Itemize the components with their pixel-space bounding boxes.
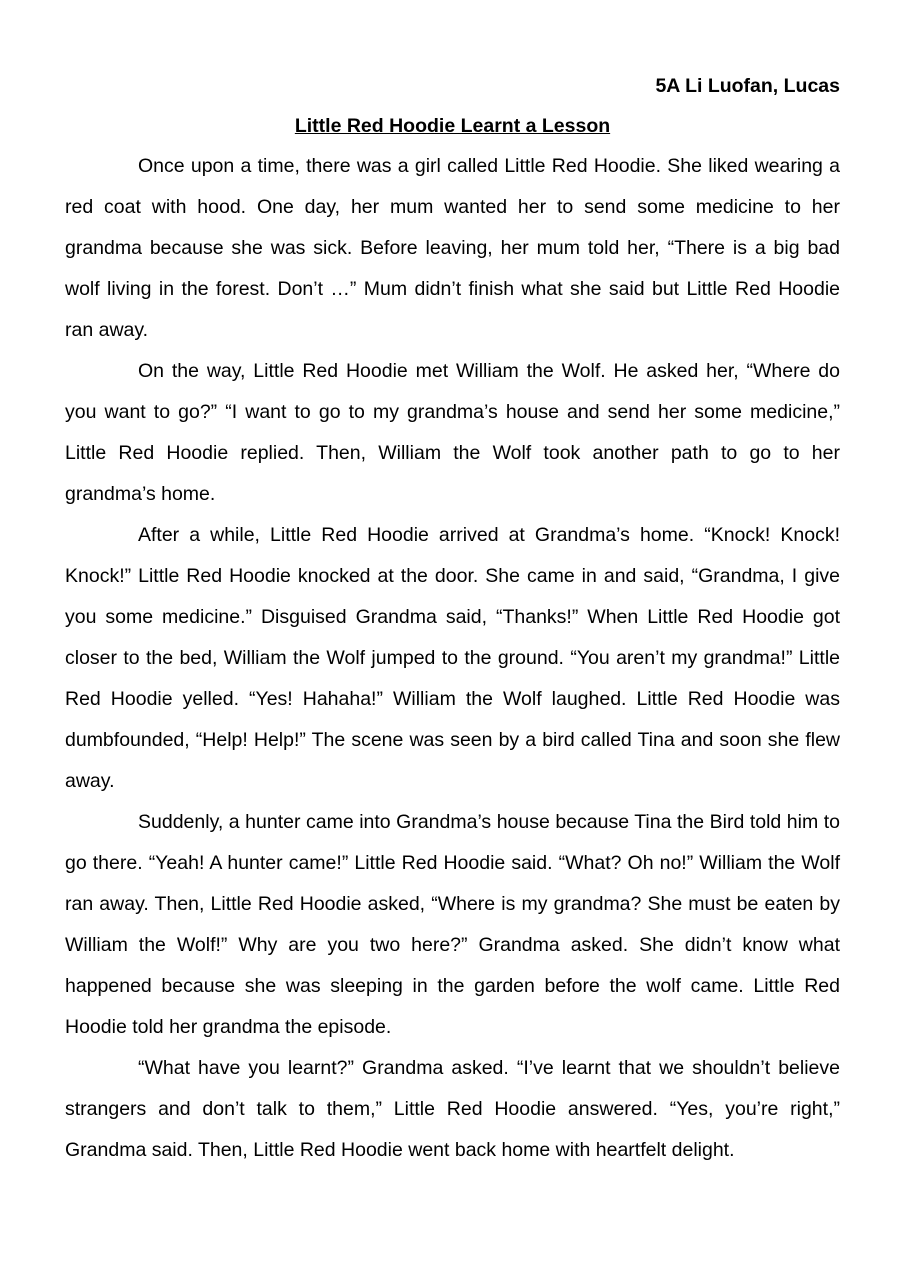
story-body <box>65 146 840 1171</box>
story-paragraph-1: Once upon a time, there was a girl called Little Red Hoodie. She liked wearing a red coat with hood. One day, her mum wanted her to send some medicine to her grandma because she was sick. Before leaving, her mum told her, “There is a big bad wolf living in the forest. Don’t …” Mum didn’t finish what she said but Little Red Hoodie ran away. <box>65 155 840 341</box>
story-paragraph-5: “What have you learnt?” Grandma asked. “I’ve learnt that we shouldn’t believe strangers and don’t talk to them,” Little Red Hoodie answered. “Yes, you’re right,” Grandma said. Then, Little Red Hoodie went back home with heartfelt delight. <box>65 1057 840 1161</box>
author-name: 5A Li Luofan, Lucas <box>655 75 840 97</box>
story-title: Little Red Hoodie Learnt a Lesson <box>294 115 611 137</box>
story-paragraph-4: Suddenly, a hunter came into Grandma’s house because Tina the Bird told him to go there. “Yeah! A hunter came!” Little Red Hoodie said. “What? Oh no!” William the Wolf ran away. Then, Little Red Hoodie asked, “Where is my grandma? She must be eaten by William the Wolf!” Why are you two here?” Grandma asked. She didn’t know what happened because she was sleeping in the garden before the wolf came. Little Red Hoodie told her grandma the episode. <box>65 811 840 1038</box>
story-paragraph-3: After a while, Little Red Hoodie arrived at Grandma’s home. “Knock! Knock! Knock!” Little Red Hoodie knocked at the door. She came in and said, “Grandma, I give you some medicine.” Disguised Grandma said, “Thanks!” When Little Red Hoodie got closer to the bed, William the Wolf jumped to the ground. “You aren’t my grandma!” Little Red Hoodie yelled. “Yes! Hahaha!” William the Wolf laughed. Little Red Hoodie was dumbfounded, “Help! Help!” The scene was seen by a bird called Tina and soon she flew away. <box>65 524 840 792</box>
story-paragraph-2: On the way, Little Red Hoodie met William the Wolf. He asked her, “Where do you want to go?” “I want to go to my grandma’s house and send her some medicine,” Little Red Hoodie replied. Then, William the Wolf took another path to go to her grandma’s home. <box>65 360 840 505</box>
